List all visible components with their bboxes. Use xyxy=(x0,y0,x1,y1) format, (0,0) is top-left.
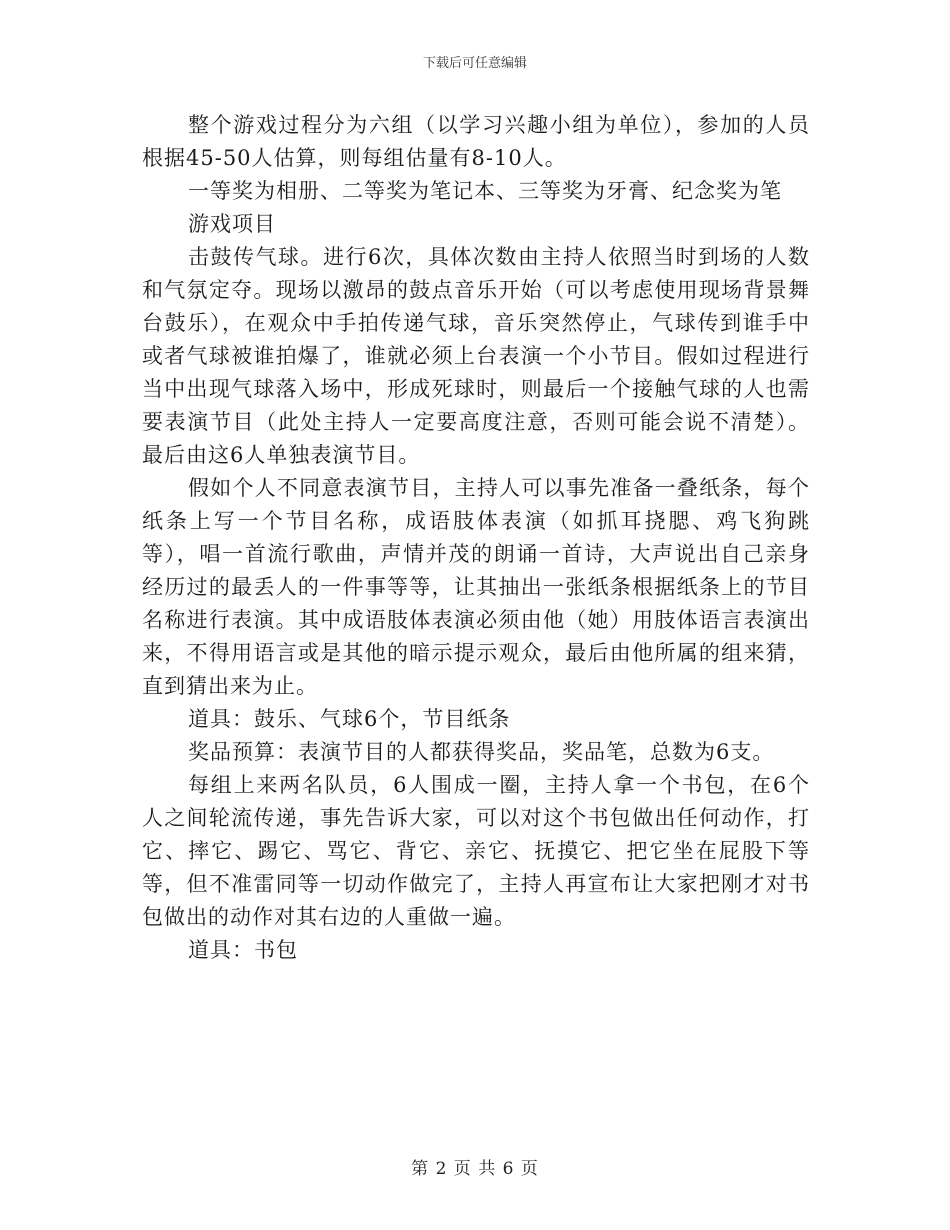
paragraph-groups: 整个游戏过程分为六组（以学习兴趣小组为单位），参加的人员根据45-50人估算，则每组估量有8-10人。 xyxy=(142,113,810,170)
section-heading-game-items: 游戏项目 xyxy=(188,212,276,236)
paragraph-props-balloon: 道具：鼓乐、气球6个，节目纸条 xyxy=(188,707,511,731)
page-header: 下载后可任意编辑 xyxy=(422,56,527,71)
page-number-footer: 第 2 页 共 6 页 xyxy=(411,1159,539,1179)
paragraph-balloon-game: 击鼓传气球。进行6次，具体次数由主持人依照当时到场的人数和气氛定夺。现场以激昂的鼓点音乐开始（可以考虑使用现场背景舞台鼓乐），在观众中手拍传递气球，音乐突然停止，气球传到谁手中或者气球被谁拍爆了，谁就必须上台表演一个小节目。假如过程进行当中出现气球落入场中，形成死球时，则最后一个接触气球的人也需要表演节目（此处主持人一定要高度注意，否则可能会说不清楚）。最后由这6人单独表演节目。 xyxy=(142,245,810,467)
paragraph-performance-notes: 假如个人不同意表演节目，主持人可以事先准备一叠纸条，每个纸条上写一个节目名称，成语肢体表演（如抓耳挠腮、鸡飞狗跳等），唱一首流行歌曲，声情并茂的朗诵一首诗，大声说出自己亲身经历过的最丢人的一件事等等，让其抽出一张纸条根据纸条上的节目名称进行表演。其中成语肢体表演必须由他（她）用肢体语言表演出来，不得用语言或是其他的暗示提示观众，最后由他所属的组来猜，直到猜出来为止。 xyxy=(142,476,810,698)
paragraph-props-schoolbag: 道具：书包 xyxy=(188,938,298,962)
paragraph-schoolbag-game: 每组上来两名队员，6人围成一圈，主持人拿一个书包，在6个人之间轮流传递，事先告诉大家，可以对这个书包做出任何动作，打它、摔它、踢它、骂它、背它、亲它、抚摸它、把它坐在屁股下等等，但不准雷同等一切动作做完了，主持人再宣布让大家把刚才对书包做出的动作对其右边的人重做一遍。 xyxy=(142,773,810,929)
paragraph-prizes: 一等奖为相册、二等奖为笔记本、三等奖为牙膏、纪念奖为笔 xyxy=(188,179,782,203)
document-body xyxy=(142,109,810,967)
paragraph-prize-budget: 奖品预算：表演节目的人都获得奖品，奖品笔，总数为6支。 xyxy=(188,740,775,764)
